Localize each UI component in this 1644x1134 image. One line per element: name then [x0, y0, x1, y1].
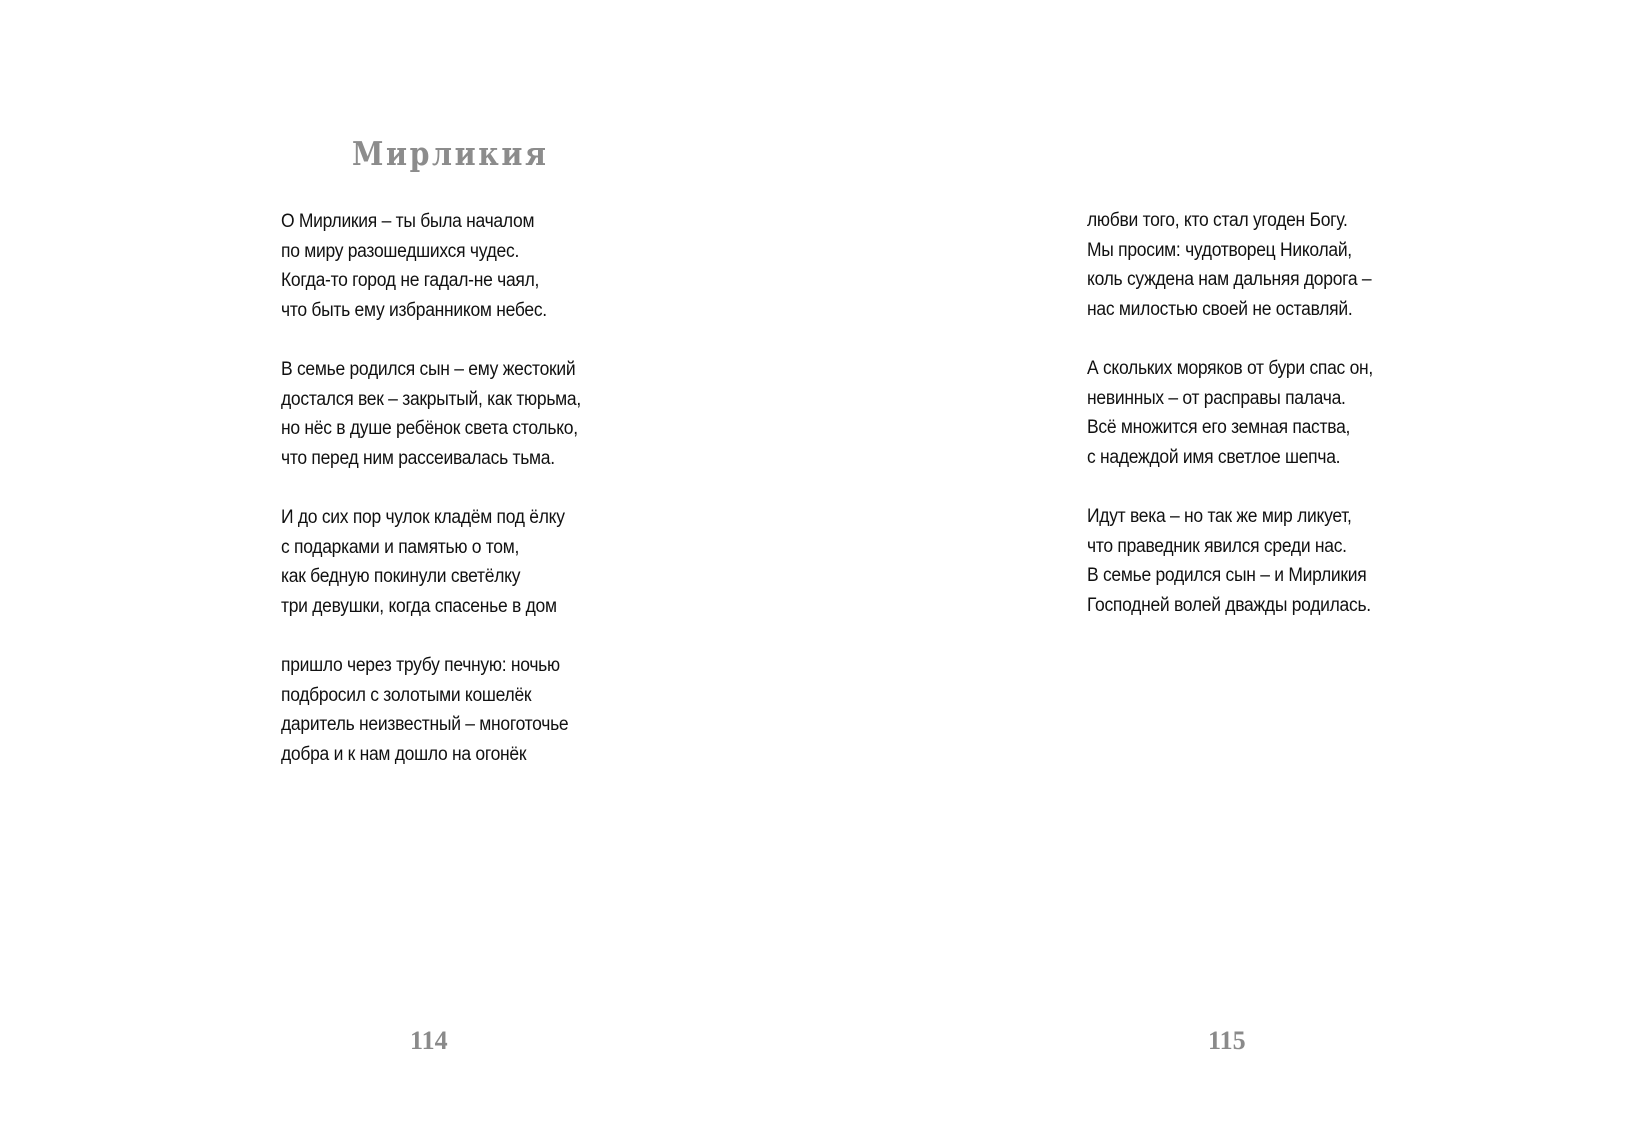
verse-line: с подарками и памятью о том,	[281, 536, 520, 558]
verse-line: по миру разошедшихся чудес.	[281, 240, 520, 262]
stanza	[281, 207, 581, 325]
verse-line: подбросил с золотыми кошелёк	[281, 684, 532, 706]
verse-line: Мы просим: чудотворец Николай,	[1087, 239, 1352, 261]
verse-line: как бедную покинули светёлку	[281, 566, 521, 588]
verse-line: что праведник явился среди нас.	[1087, 535, 1347, 557]
stanza	[1087, 354, 1373, 472]
verse-line: пришло через трубу печную: ночью	[281, 654, 560, 676]
verse-line: Всё множится его земная паства,	[1087, 417, 1351, 439]
verse-line: В семье родился сын – и Мирликия	[1087, 565, 1367, 587]
verse-line: три девушки, когда спасенье в дом	[281, 595, 557, 617]
verse-line: Идут века – но так же мир ликует,	[1087, 505, 1352, 527]
verse-line: коль суждена нам дальняя дорога –	[1087, 269, 1372, 291]
right-page	[822, 0, 1644, 1134]
verse-line: достался век – закрытый, как тюрьма,	[281, 388, 581, 410]
verse-line: но нёс в душе ребёнок света столько,	[281, 418, 578, 440]
poem-title: Мирликия	[352, 134, 549, 173]
stanza	[281, 651, 581, 769]
verse-line: И до сих пор чулок кладём под ёлку	[281, 506, 565, 528]
verse-line: даритель неизвестный – многоточье	[281, 714, 569, 736]
verse-line: нас милостью своей не оставляй.	[1087, 298, 1353, 320]
verse-line: что быть ему избранником небес.	[281, 299, 547, 321]
left-poem-column	[281, 207, 581, 769]
verse-line: невинных – от расправы палача.	[1087, 387, 1346, 409]
verse-line: В семье родился сын – ему жестокий	[281, 358, 576, 380]
verse-line: с надеждой имя светлое шепча.	[1087, 446, 1341, 468]
verse-line: Господней волей дважды родилась.	[1087, 594, 1371, 616]
stanza	[1087, 502, 1373, 620]
stanza	[281, 355, 581, 473]
verse-line: добра и к нам дошло на огонёк	[281, 743, 527, 765]
right-poem-column	[1087, 206, 1373, 620]
verse-line: О Мирликия – ты была началом	[281, 211, 535, 232]
verse-line: А скольких моряков от бури спас он,	[1087, 357, 1374, 379]
stanza	[1087, 206, 1373, 324]
page-number: 115	[1208, 1026, 1246, 1055]
stanza	[281, 503, 581, 621]
verse-line: что перед ним рассеивалась тьма.	[281, 447, 555, 469]
page-number: 114	[410, 1026, 448, 1055]
verse-line: Когда-то город не гадал-не чаял,	[281, 270, 540, 292]
verse-line: любви того, кто стал угоден Богу.	[1087, 210, 1348, 231]
